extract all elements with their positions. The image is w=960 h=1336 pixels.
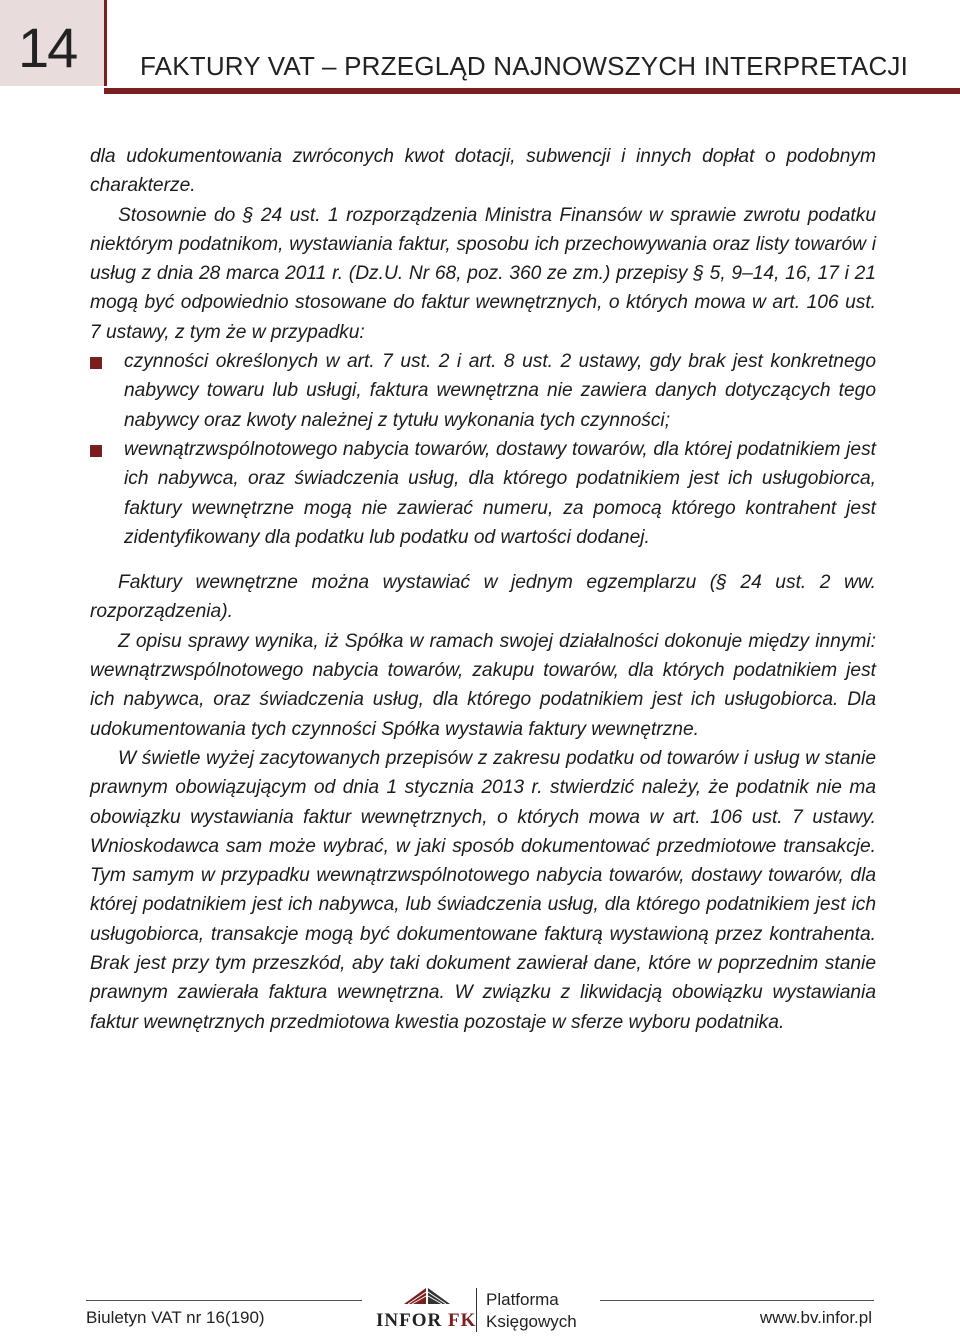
- paragraph-1: dla udokumentowania zwróconych kwot dotacji, subwencji i innych dopłat o podobnym charakterze.: [90, 146, 876, 197]
- logo-text: [376, 1310, 476, 1332]
- logo-line-2: Księgowych: [486, 1312, 577, 1331]
- bullet-square-icon: [90, 445, 102, 457]
- page-number: 14: [18, 16, 77, 79]
- paragraph-5: W świetle wyżej zacytowanych przepisów z zakresu podatku od towarów i usług w stanie prawnym obowiązującym od dnia 1 stycznia 2013 r. stwierdzić należy, że podatnik nie ma obowiązku wystawiania faktur wewnętrznych, o których mowa w art. 106 ust. 7 ustawy. Wnioskodawca sam może wybrać, w jaki sposób dokumentować przedmiotowe transakcje. Tym samym w przypadku wewnątrzwspólnotowego nabycia towarów, dostawy towarów, dla której podatnikiem jest ich nabywca, lub świadczenia usług, dla którego podatnikiem jest ich usługobiorca, transakcje mogą być dokumentowane fakturą wystawioną przez kontrahenta. Brak jest przy tym przeszkód, aby taki dokument zawierał dane, które w poprzednim stanie prawnym zawierała faktura wewnętrzna. W związku z likwidacją obowiązku wystawiania faktur wewnętrznych przedmiotowa kwestia pozostaje w sferze wyboru podatnika.: [90, 747, 876, 1033]
- header-rule: [104, 88, 960, 94]
- paragraph-4: Z opisu sprawy wynika, iż Spółka w ramach swojej działalności dokonuje między innymi: wewnątrzwspólnotowego nabycia towarów, zakupu towarów, dla których podatnikiem jest ich nabywca, oraz świadczenia usług, dla którego podatnikiem jest ich usługobiorca. Dla udokumentowania tych czynności Spółka wystawia faktury wewnętrzne.: [90, 630, 876, 740]
- logo-fk: FK: [447, 1310, 477, 1331]
- bullet-square-icon: [90, 357, 102, 369]
- logo-divider: [476, 1288, 477, 1332]
- list-item-text: wewnątrzwspólnotowego nabycia towarów, dostawy towarów, dla której podatnikiem jest ich nabywca, oraz świadczenia usług, dla którego podatnikiem jest ich usługobiorca, faktury wewnętrzne mogą nie zawierać numeru, za pomocą którego kontrahent jest zidentyfikowany dla podatku lub podatku od wartości dodanej.: [124, 438, 876, 548]
- bullet-list: [90, 347, 876, 552]
- logo-infor: INFOR: [376, 1310, 443, 1331]
- list-item-text: czynności określonych w art. 7 ust. 2 i art. 8 ust. 2 ustawy, gdy brak jest konkretnego nabywcy towaru lub usługi, faktura wewnętrzna nie zawiera danych dotyczących tego nabywcy oraz kwoty należnej z tytułu wykonania tych czynności;: [124, 351, 876, 431]
- logo-line-1: Platforma: [486, 1290, 559, 1309]
- publication-name: Biuletyn VAT nr 16(190): [86, 1308, 265, 1327]
- paragraph-3: Faktury wewnętrzne można wystawiać w jednym egzemplarzu (§ 24 ust. 2 ww. rozporządzenia).: [90, 572, 876, 623]
- page-footer: [0, 1280, 960, 1336]
- paragraph-2: Stosownie do § 24 ust. 1 rozporządzenia Ministra Finansów w sprawie zwrotu podatku niektórym podatnikom, wystawiania faktur, sposobu ich przechowywania oraz listy towarów i usług z dnia 28 marca 2011 r. (Dz.U. Nr 68, poz. 360 ze zm.) przepisy § 5, 9–14, 16, 17 i 21 mogą być odpowiednio stosowane do faktur wewnętrznych, o których mowa w art. 106 ust. 7 ustawy, z tym że w przypadku:: [90, 204, 876, 343]
- footer-rule-right: [600, 1300, 874, 1301]
- website-url: www.bv.infor.pl: [759, 1308, 872, 1327]
- list-item: [90, 435, 876, 552]
- running-title: FAKTURY VAT – PRZEGLĄD NAJNOWSZYCH INTERPRETACJI: [140, 51, 909, 81]
- footer-rule-left: [86, 1300, 362, 1301]
- list-item: [90, 347, 876, 435]
- document-body: [90, 142, 876, 1037]
- page-number-box: [0, 0, 107, 86]
- page-header: [0, 0, 960, 96]
- book-mark-icon: [402, 1284, 452, 1306]
- infor-fk-logo: [372, 1282, 592, 1334]
